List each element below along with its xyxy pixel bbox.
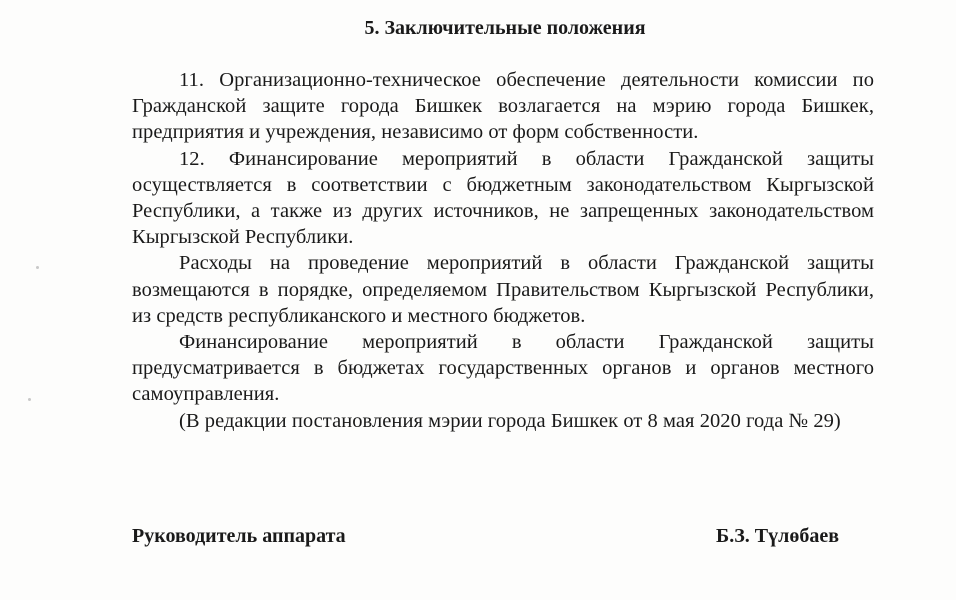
section-heading: 5. Заключительные положения — [364, 17, 646, 39]
paragraph-financing: Финансирование мероприятий в области Гражданской защиты предусматривается в бюджетах государственных органов и органов местного самоуправления. — [132, 331, 874, 406]
scan-speck — [28, 398, 31, 401]
scan-speck — [36, 266, 39, 269]
signatory-position: Руководитель аппарата — [132, 525, 346, 547]
paragraph-11: 11. Организационно-техническое обеспечение деятельности комиссии по Гражданской защите города Бишкек возлагается на мэрию города Бишкек, предприятия и учреждения, независимо от форм собственности. — [132, 69, 874, 144]
paragraph-expenses: Расходы на проведение мероприятий в области Гражданской защиты возмещаются в порядке, определяемом Правительством Кыргызской Республики, из средств республиканского и местного бюджетов. — [132, 252, 874, 327]
paragraph-revision-note: (В редакции постановления мэрии города Бишкек от 8 мая 2020 года № 29) — [179, 409, 841, 432]
signatory-name: Б.З. Түлөбаев — [716, 525, 840, 547]
paragraph-12: 12. Финансирование мероприятий в области Гражданской защиты осуществляется в соответствии с бюджетным законодательством Кыргызской Республики, а также из других источников, не запрещенных законодательством Кыргызской Республики. — [132, 147, 874, 249]
document-body — [132, 67, 874, 434]
